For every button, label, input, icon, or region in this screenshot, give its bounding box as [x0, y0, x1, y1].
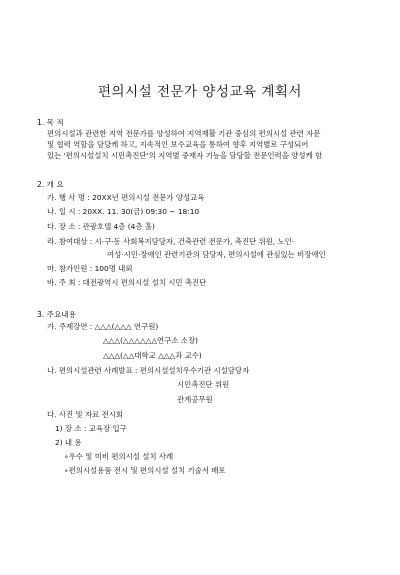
section-3-item: 관계공무원 — [177, 395, 213, 404]
section-3-heading: 3. 주요내용 — [37, 310, 77, 319]
section-2-item: 가. 행 사 명 : 20XX년 편의시설 전문가 양성교육 — [47, 193, 205, 202]
section-1-heading: 1. 목 적 — [37, 118, 64, 127]
section-2-item: 바. 주 최 : 대전광역시 편의시설 설치 시민 촉진단 — [47, 278, 207, 287]
section-2-item: 라. 참여대상 : 시·구·동 사회복지담당자, 건축관련 전문가, 촉진단 위원, 노인· — [47, 237, 295, 246]
section-3-item: △△△(△△대학교 △△△과 교수) — [103, 351, 202, 360]
section-3-item: 시민촉진단 위원 — [177, 380, 230, 389]
section-2-heading: 2. 개 요 — [37, 180, 64, 189]
section-3-item: 1) 장 소 : 교육장 입구 — [55, 424, 127, 433]
section-1-line: 편의시설과 관련한 지역 전문가를 양성하여 지역재활 기관 중심의 편의시설 관련 자문 — [47, 129, 321, 138]
section-3-item: 나. 편의시설관련 사례발표 : 편의시설설치우수기관 시설담당자 — [47, 366, 250, 375]
section-2-item: 다. 장 소 : 관광호텔 4층 (4층 홀) — [47, 222, 155, 231]
section-3-item: ∘편의시설용품 전시 및 편의시설 설치 기술서 배포 — [64, 466, 226, 475]
document-title: 편의시설 전문가 양성교육 계획서 — [98, 84, 302, 100]
section-2-item: 여성·시민·장애인 관련기관의 담당자, 편의시설에 관심있는 비장애인 — [107, 250, 326, 259]
section-3-item: 다. 사진 및 자료 전시회 — [47, 410, 124, 419]
section-3-item: 2) 내 용 — [55, 438, 82, 447]
section-1-line: 및 협력 역할을 담당케 하고, 지속적인 보수교육을 통하여 향후 지역별로 구성되어 — [47, 140, 309, 149]
section-3-item: △△△(△△△△△△연구소 소장) — [103, 336, 198, 345]
section-1-line: 있는 '편의시설설치 시민촉진단'의 지역별 중재자 기능을 담당할 전문인력을 양성케 함 — [47, 151, 323, 160]
section-2-item: 나. 일 시 : 20XX. 11. 30(금) 09:30 ~ 18:10 — [47, 207, 200, 216]
section-2-item: 마. 참가인원 : 100명 내외 — [47, 264, 133, 273]
section-3-item: ∘우수 및 미비 편의시설 설치 사례 — [64, 452, 174, 461]
section-3-item: 가. 주제강연 : △△△(△△△ 연구원) — [47, 322, 159, 331]
